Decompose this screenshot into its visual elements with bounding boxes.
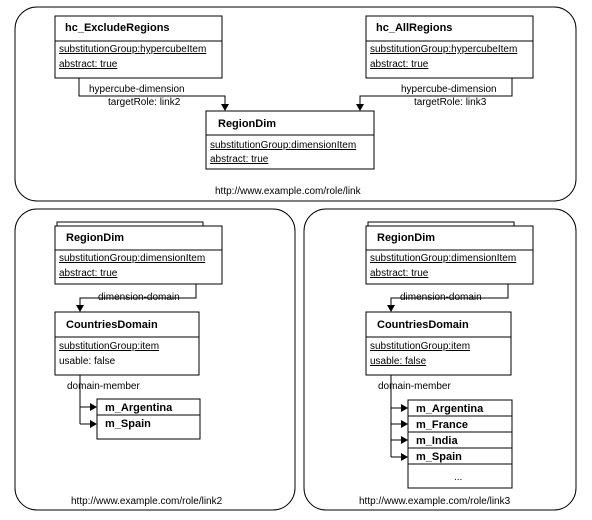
edge-label: hypercube-dimension	[89, 84, 185, 95]
arrowhead-icon	[221, 104, 229, 111]
node-prop: substitutionGroup:dimensionItem	[59, 253, 206, 264]
node-prop: substitutionGroup:item	[59, 341, 160, 352]
node-title-hc-excluderegions: hc_ExcludeRegions	[65, 22, 170, 34]
edge-role-label: targetRole: link3	[414, 97, 487, 108]
node-prop: abstract: true	[210, 154, 269, 165]
arrowhead-icon	[90, 403, 97, 411]
edge-label: domain-member	[378, 381, 451, 392]
node-prop: abstract: true	[59, 59, 118, 70]
edge-label: hypercube-dimension	[401, 84, 497, 95]
node-prop: abstract: true	[370, 268, 429, 279]
arrowhead-icon	[401, 404, 408, 412]
member-item: m_Spain	[105, 418, 151, 430]
node-title-hc-allregions: hc_AllRegions	[376, 22, 453, 34]
more-members-ellipsis: ...	[454, 472, 463, 483]
node-title-countriesdomain: CountriesDomain	[66, 319, 158, 331]
member-item: m_Spain	[416, 451, 462, 463]
node-prop: substitutionGroup:item	[370, 341, 471, 352]
arrowhead-icon	[401, 436, 408, 444]
arrowhead-icon	[401, 453, 408, 461]
arrowhead-icon	[90, 420, 97, 428]
node-prop: abstract: true	[59, 268, 118, 279]
node-box-tab	[368, 222, 514, 226]
member-item: m_India	[416, 435, 458, 447]
member-item: m_Argentina	[416, 403, 484, 415]
edge-label: domain-member	[67, 381, 140, 392]
node-box-tab	[57, 222, 203, 226]
node-title-regiondim: RegionDim	[377, 232, 436, 244]
arrowhead-icon	[401, 420, 408, 428]
arrowhead-icon	[76, 305, 84, 312]
node-title-regiondim: RegionDim	[66, 232, 125, 244]
role-uri-label: http://www.example.com/role/link3	[359, 496, 511, 507]
node-title-countriesdomain: CountriesDomain	[377, 319, 469, 331]
arrowhead-icon	[387, 305, 395, 312]
member-item: m_France	[416, 419, 468, 431]
node-prop: abstract: true	[370, 59, 429, 70]
role-uri-label: http://www.example.com/role/link2	[71, 496, 223, 507]
arrowhead-icon	[356, 104, 364, 111]
node-prop: substitutionGroup:dimensionItem	[370, 253, 517, 264]
edge-label: dimension-domain	[98, 292, 180, 303]
node-prop: usable: false	[59, 356, 116, 367]
role-uri-label: http://www.example.com/role/link	[215, 186, 361, 197]
node-title-regiondim: RegionDim	[218, 118, 277, 130]
edge-label: dimension-domain	[400, 292, 482, 303]
node-prop: substitutionGroup:hypercubeItem	[59, 44, 207, 55]
node-prop: substitutionGroup:dimensionItem	[210, 140, 357, 151]
member-item: m_Argentina	[105, 402, 173, 414]
node-prop: substitutionGroup:hypercubeItem	[370, 44, 518, 55]
edge-role-label: targetRole: link2	[108, 97, 181, 108]
node-prop: usable: false	[370, 356, 427, 367]
